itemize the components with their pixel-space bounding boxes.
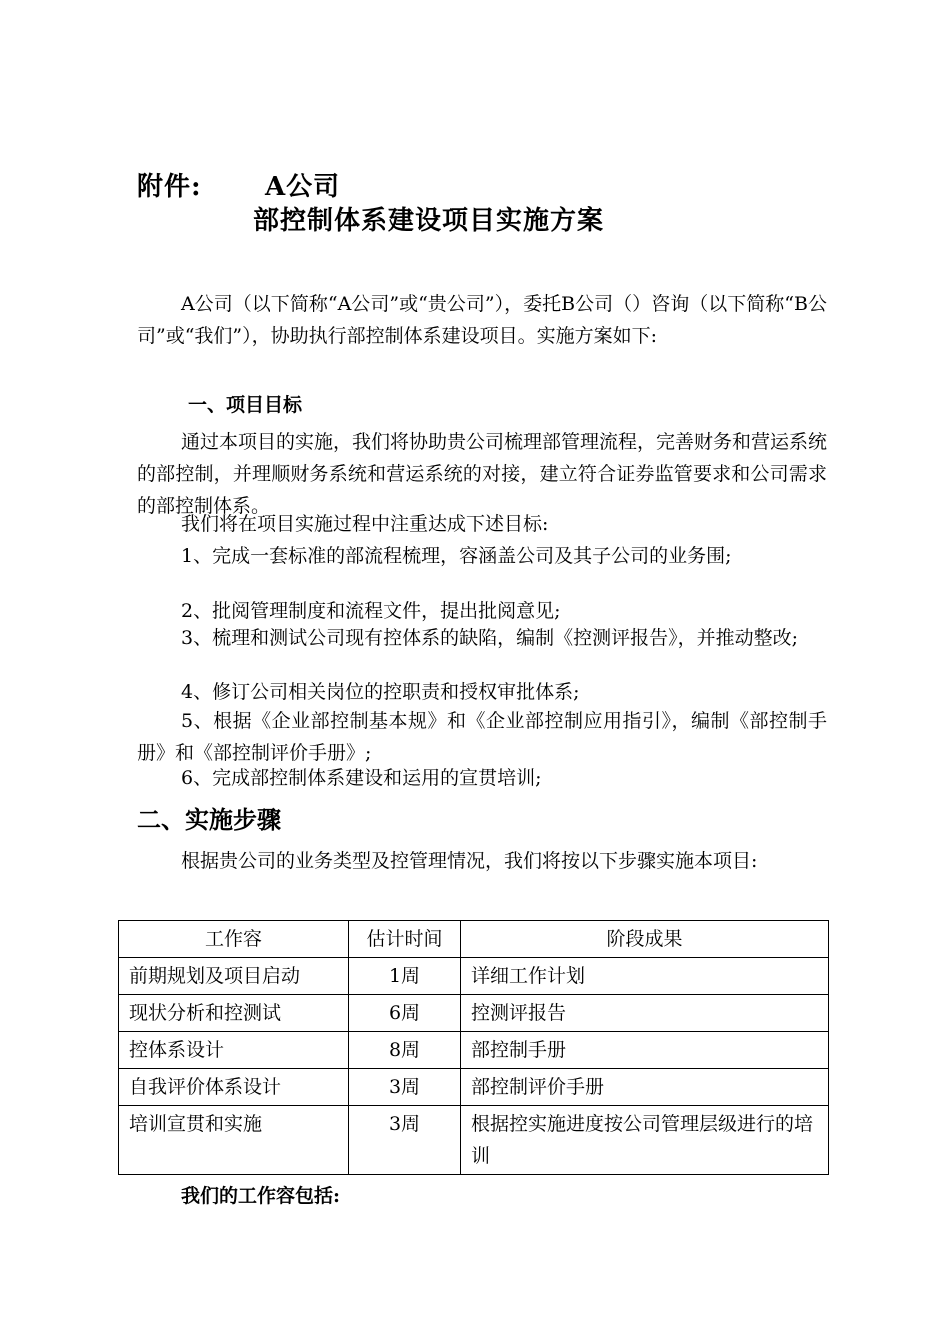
company-name: A公司 [265, 172, 341, 202]
attachment-label: 附件: [137, 172, 202, 202]
table-header-time: 估计时间 [349, 921, 461, 958]
table-cell: 1周 [349, 958, 461, 995]
attachment-title [137, 166, 340, 203]
goal-item-4: 4、修订公司相关岗位的控职责和授权审批体系; [181, 681, 580, 703]
table-cell: 现状分析和控测试 [119, 995, 349, 1032]
table-cell: 部控制手册 [461, 1032, 829, 1069]
table-row [119, 958, 829, 995]
table-cell: 3周 [349, 1069, 461, 1106]
table-header-result: 阶段成果 [461, 921, 829, 958]
table-cell: 部控制评价手册 [461, 1069, 829, 1106]
document-title: 部控制体系建设项目实施方案 [253, 206, 605, 236]
work-content-heading: 我们的工作容包括: [181, 1185, 341, 1207]
table-cell: 3周 [349, 1106, 461, 1175]
steps-table [118, 920, 829, 1175]
table-cell: 详细工作计划 [461, 958, 829, 995]
table-cell: 自我评价体系设计 [119, 1069, 349, 1106]
goals-intro: 我们将在项目实施过程中注重达成下述目标: [181, 513, 549, 535]
goal-item-6: 6、完成部控制体系建设和运用的宣贯培训; [181, 767, 542, 789]
goals-paragraph: 通过本项目的实施，我们将协助贵公司梳理部管理流程，完善财务和营运系统的部控制，并理顺财务系统和营运系统的对接，建立符合证券监管要求和公司需求的部控制体系。 [137, 431, 828, 517]
table-row [119, 1032, 829, 1069]
table-cell: 控体系设计 [119, 1032, 349, 1069]
table-row [119, 995, 829, 1032]
intro-paragraph: A公司（以下简称“A公司”或“贵公司”），委托B公司（）咨询（以下简称“B公司”或“我们”），协助执行部控制体系建设项目。实施方案如下: [137, 293, 827, 347]
table-cell: 培训宣贯和实施 [119, 1106, 349, 1175]
table-cell: 8周 [349, 1032, 461, 1069]
section-heading-goals: 一、项目目标 [188, 394, 303, 416]
table-cell: 控测评报告 [461, 995, 829, 1032]
table-cell: 6周 [349, 995, 461, 1032]
table-row [119, 1106, 829, 1175]
table-cell: 前期规划及项目启动 [119, 958, 349, 995]
table-cell: 根据控实施进度按公司管理层级进行的培训 [461, 1106, 829, 1175]
table-header-row [119, 921, 829, 958]
table-header-work: 工作容 [119, 921, 349, 958]
goal-item-1: 1、完成一套标准的部流程梳理，容涵盖公司及其子公司的业务围; [181, 545, 732, 567]
steps-paragraph: 根据贵公司的业务类型及控管理情况，我们将按以下步骤实施本项目: [181, 850, 758, 872]
goal-item-5: 5、根据《企业部控制基本规》和《企业部控制应用指引》，编制《部控制手册》和《部控制评价手册》; [137, 710, 827, 764]
goal-item-2: 2、批阅管理制度和流程文件，提出批阅意见; [181, 600, 561, 622]
section-heading-steps: 二、实施步骤 [137, 805, 281, 834]
goal-item-3: 3、梳理和测试公司现有控体系的缺陷，编制《控测评报告》，并推动整改; [181, 627, 798, 649]
table-row [119, 1069, 829, 1106]
